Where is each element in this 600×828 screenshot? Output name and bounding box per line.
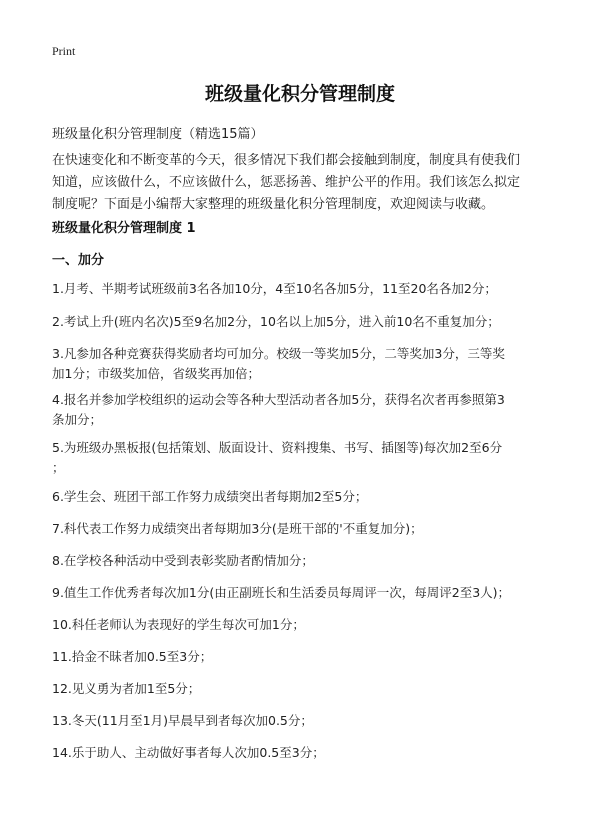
list-item-line: ； <box>52 460 65 475</box>
document-subtitle: 班级量化积分管理制度（精选15篇） <box>52 127 264 142</box>
list-item <box>52 647 552 667</box>
list-item <box>52 279 552 299</box>
list-item-line: 11.拾金不昧者加0.5至3分； <box>52 649 213 664</box>
list-item <box>52 583 552 603</box>
list-item <box>52 679 552 699</box>
intro-line: 制度呢？下面是小编帮大家整理的班级量化积分管理制度，欢迎阅读与收藏。 <box>52 197 495 212</box>
list-item-line: 8.在学校各种活动中受到表彰奖励者酌情加分； <box>52 553 314 568</box>
list-item <box>52 344 552 384</box>
list-item <box>52 519 552 539</box>
list-item <box>52 743 552 763</box>
list-item-line: 2.考试上升(班内名次)5至9名加2分，10名以上加5分，进入前10名不重复加分； <box>52 314 500 329</box>
sub-heading-bonus: 一、加分 <box>52 253 105 268</box>
list-item-line: 12.见义勇为者加1至5分； <box>52 681 201 696</box>
list-item <box>52 438 552 478</box>
list-item-line: 10.科任老师认为表现好的学生每次可加1分； <box>52 617 305 632</box>
list-item-line: 13.冬天(11月至1月)早晨早到者每次加0.5分； <box>52 713 313 728</box>
list-item-line: 14.乐于助人、主动做好事者每人次加0.5至3分； <box>52 745 325 760</box>
list-item <box>52 487 552 507</box>
list-item-line: 3.凡参加各种竞赛获得奖励者均可加分。校级一等奖加5分，二等奖加3分，三等奖 <box>52 346 505 361</box>
intro-paragraph <box>52 150 552 216</box>
list-item-line: 7.科代表工作努力成绩突出者每期加3分(是班干部的'不重复加分)； <box>52 521 423 536</box>
list-item-line: 6.学生会、班团干部工作努力成绩突出者每期加2至5分； <box>52 489 368 504</box>
list-item-line: 条加分； <box>52 412 103 427</box>
list-item-line: 加1分；市级奖加倍，省级奖再加倍； <box>52 366 260 381</box>
intro-line: 在快速变化和不断变革的今天，很多情况下我们都会接触到制度，制度具有使我们 <box>52 153 521 168</box>
print-link[interactable]: Print <box>52 44 76 58</box>
list-item-line: 1.月考、半期考试班级前3名各加10分，4至10名各加5分，11至20名各加2分； <box>52 281 497 296</box>
list-item-line: 9.值生工作优秀者每次加1分(由正副班长和生活委员每周评一次，每周评2至3人)； <box>52 585 511 600</box>
list-item <box>52 551 552 571</box>
list-item <box>52 312 552 332</box>
list-item-line: 5.为班级办黑板报(包括策划、版面设计、资料搜集、书写、插图等)每次加2至6分 <box>52 440 503 455</box>
list-item <box>52 615 552 635</box>
page-title: 班级量化积分管理制度 <box>204 83 395 105</box>
list-item-line: 4.报名并参加学校组织的运动会等各种大型活动者各加5分，获得名次者再参照第3 <box>52 392 505 407</box>
list-item <box>52 390 552 430</box>
section-heading: 班级量化积分管理制度 1 <box>52 221 196 236</box>
list-item <box>52 711 552 731</box>
intro-line: 知道，应该做什么，不应该做什么，惩恶扬善、维护公平的作用。我们该怎么拟定 <box>52 175 521 190</box>
